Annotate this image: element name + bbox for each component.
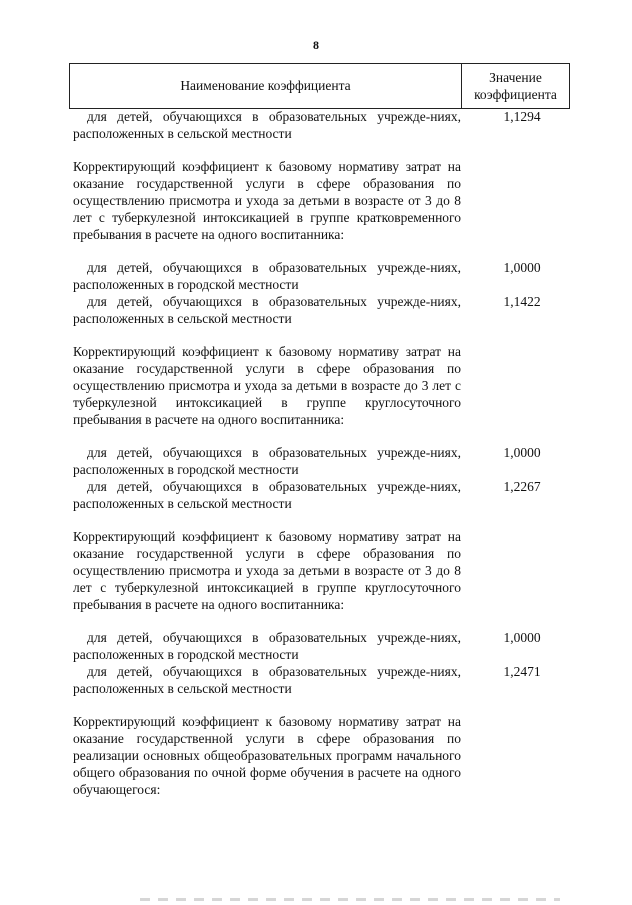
table-header (69, 63, 570, 109)
table-row (73, 108, 569, 142)
row-value: 1,1422 (503, 294, 541, 309)
table-row (73, 259, 569, 293)
section-heading-text: Корректирующий коэффициент к базовому нормативу затрат на оказание государственной услуги в сфере образования по осуществлению присмотра и ухода за детьми в возрасте до 3 лет с туберкулезной интоксикацией в группе круглосуточного пребывания в расчете на одного воспитанника: (73, 344, 461, 427)
column-header-name: Наименование коэффициента (70, 64, 462, 108)
table-row (73, 293, 569, 327)
section-heading (73, 528, 569, 613)
row-name: для детей, обучающихся в образовательных учрежде-ниях, расположенных в сельской местности (73, 479, 461, 511)
row-name: для детей, обучающихся в образовательных учрежде-ниях, расположенных в городской местности (73, 630, 461, 662)
table-row (73, 444, 569, 478)
row-name: для детей, обучающихся в образовательных учрежде-ниях, расположенных в сельской местности (73, 294, 461, 326)
page-number: 8 (313, 38, 319, 52)
row-name: для детей, обучающихся в образовательных учрежде-ниях, расположенных в сельской местности (73, 109, 461, 141)
coefficient-table-body (73, 108, 569, 798)
row-name: для детей, обучающихся в образовательных учрежде-ниях, расположенных в городской местности (73, 260, 461, 292)
column-header-value (462, 64, 569, 108)
row-value: 1,2471 (503, 664, 541, 679)
row-value: 1,0000 (503, 445, 541, 460)
table-row (73, 663, 569, 697)
row-name: для детей, обучающихся в образовательных учрежде-ниях, расположенных в городской местности (73, 445, 461, 477)
row-value: 1,1294 (503, 109, 541, 124)
row-value: 1,2267 (503, 479, 541, 494)
section-heading-text: Корректирующий коэффициент к базовому нормативу затрат на оказание государственной услуги в сфере образования по реализации основных общеобразовательных программ начального общего образования по очной форме обучения в расчете на одного обучающегося: (73, 714, 461, 797)
section-heading-text: Корректирующий коэффициент к базовому нормативу затрат на оказание государственной услуги в сфере образования по осуществлению присмотра и ухода за детьми в возрасте от 3 до 8 лет с туберкулезной интоксикацией в группе кратковременного пребывания в расчете на одного воспитанника: (73, 159, 461, 242)
table-row (73, 478, 569, 512)
column-header-value-line1: Значение (489, 70, 542, 85)
section-heading (73, 158, 569, 243)
section-heading (73, 343, 569, 428)
table-row (73, 629, 569, 663)
row-value: 1,0000 (503, 260, 541, 275)
row-name: для детей, обучающихся в образовательных учрежде-ниях, расположенных в сельской местности (73, 664, 461, 696)
scan-artifact (140, 898, 560, 901)
section-heading (73, 713, 569, 798)
row-value: 1,0000 (503, 630, 541, 645)
section-heading-text: Корректирующий коэффициент к базовому нормативу затрат на оказание государственной услуги в сфере образования по осуществлению присмотра и ухода за детьми в возрасте от 3 до 8 лет с туберкулезной интоксикацией в группе круглосуточного пребывания в расчете на одного воспитанника: (73, 529, 461, 612)
column-header-value-line2: коэффициента (474, 87, 557, 102)
